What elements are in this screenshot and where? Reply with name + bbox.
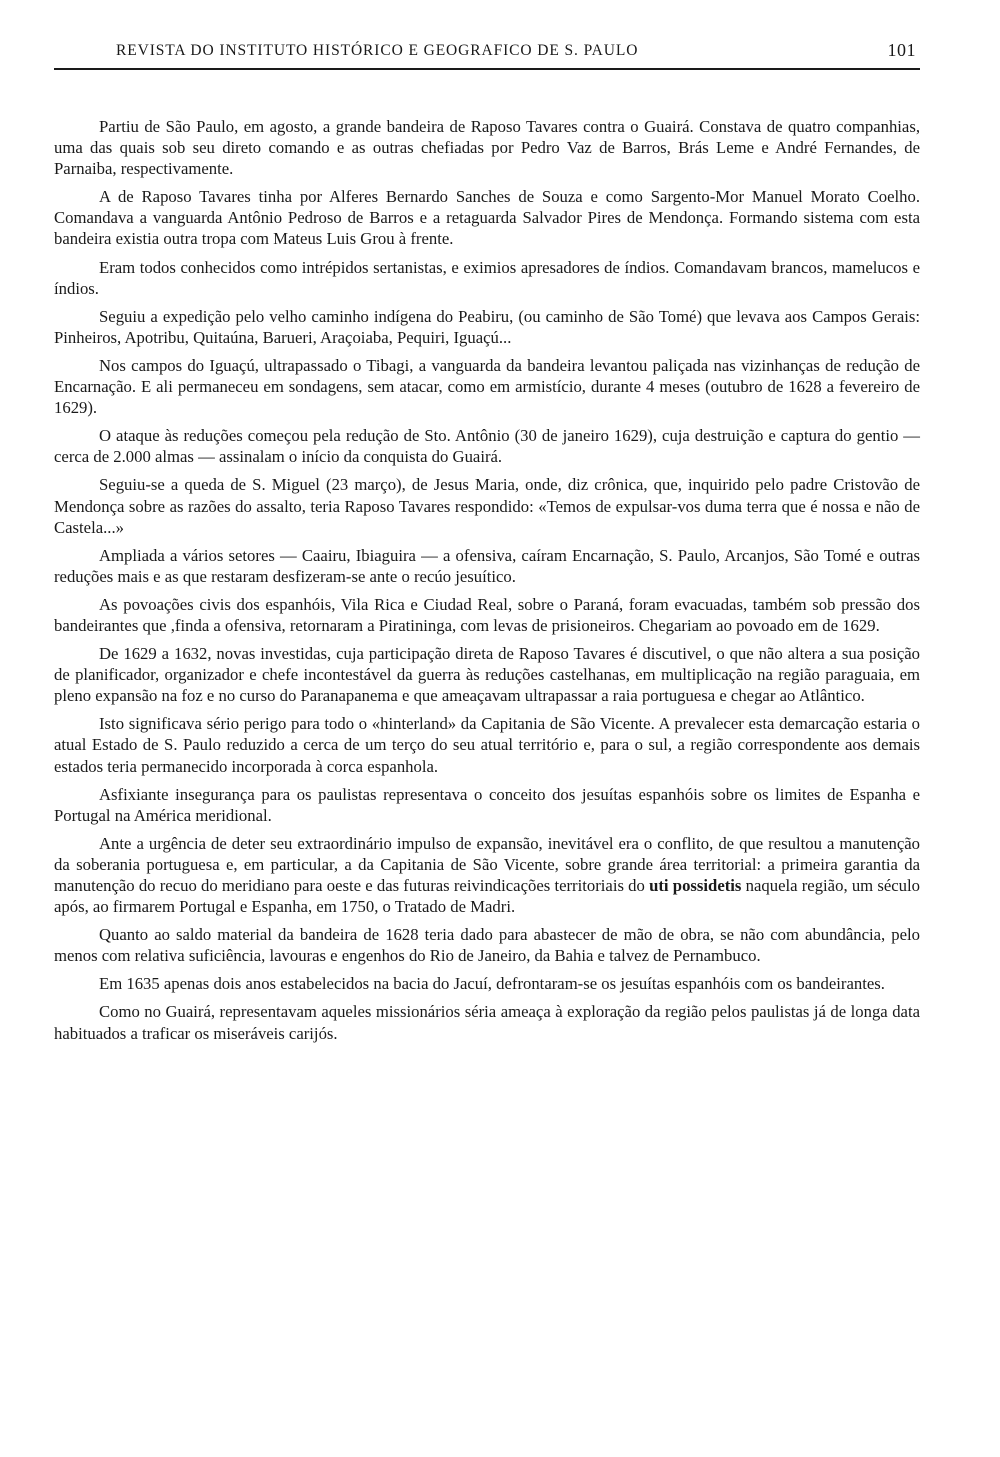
paragraph: A de Raposo Tavares tinha por Alferes Bernardo Sanches de Souza e como Sargento-Mor Manuel Morato Coelho. Comandava a vanguarda Antônio Pedroso de Barros e a retaguarda Salvador Pires de Mendonça. Formando sistema com esta bandeira existia outra tropa com Mateus Luis Grou à frente.	[54, 187, 920, 249]
body-text	[54, 116, 920, 1044]
paragraph: Asfixiante insegurança para os paulistas representava o conceito dos jesuítas espanhóis sobre os limites de Espanha e Portugal na América meridional.	[54, 784, 920, 825]
running-header	[54, 38, 920, 70]
paragraph: Seguiu-se a queda de S. Miguel (23 março), de Jesus Maria, onde, diz crônica, que, inquirido pelo padre Cristovão de Mendonça sobre as razões do assalto, teria Raposo Tavares respondido: «Temos de expulsar-vos duma terra que é nossa e não de Castela...»	[54, 475, 920, 537]
paragraph: Em 1635 apenas dois anos estabelecidos na bacia do Jacuí, defrontaram-se os jesuítas espanhóis com os bandeirantes.	[99, 974, 885, 994]
paragraph: Ampliada a vários setores — Caairu, Ibiaguira — a ofensiva, caíram Encarnação, S. Paulo, Arcanjos, São Tomé e outras reduções mais e as que restaram desfizeram-se ante o recúo jesuítico.	[54, 545, 920, 586]
document-page	[54, 38, 920, 1051]
page-number: 101	[887, 40, 916, 60]
paragraph-text: naquela região, um século após, ao firmarem Portugal e Espanha, em 1750, o Tratado de Madri.	[54, 876, 920, 917]
journal-title: REVISTA DO INSTITUTO HISTÓRICO E GEOGRAFICO DE S. PAULO	[116, 42, 639, 59]
paragraph: Isto significava sério perigo para todo o «hinterland» da Capitania de São Vicente. A prevalecer esta demarcação estaria o atual Estado de S. Paulo reduzido a cerca de um terço do seu atual território e, para o sul, a região correspondente aos demais estados teria permanecido incorporada à corca espanhola.	[54, 714, 920, 776]
paragraph	[54, 833, 920, 917]
paragraph: Quanto ao saldo material da bandeira de 1628 teria dado para abastecer de mão de obra, se não com abundância, pelo menos com relativa suficiência, lavouras e engenhos do Rio de Janeiro, da Bahia e talvez de Pernambuco.	[54, 925, 920, 966]
paragraph: De 1629 a 1632, novas investidas, cuja participação direta de Raposo Tavares é discutivel, o que não altera a sua posição de planificador, organizador e chefe incontestável da guerra às reduções castelhanas, em multiplicação na região paraguaia, em pleno expansão na foz e no curso do Paranapanema e que ameaçavam ultrapassar a raia portuguesa e chegar ao Atlântico.	[54, 644, 920, 706]
paragraph: Nos campos do Iguaçú, ultrapassado o Tibagi, a vanguarda da bandeira levantou paliçada nas vizinhanças de redução de Encarnação. E ali permaneceu em sondagens, sem atacar, como em armistício, durante 4 meses (outubro de 1628 a fevereiro de 1629).	[54, 355, 920, 418]
paragraph-text: Ante a urgência de deter seu extraordinário impulso de expansão, inevitável era o conflito, de que resultou a manutenção da soberania portuguesa e, em particular, a da Capitania de São Vicente, sobre grande área territorial: a primeira garantia da manutenção do recuo do meridiano para oeste e das futuras reivindicações territoriais do	[54, 833, 920, 895]
paragraph: Seguiu a expedição pelo velho caminho indígena do Peabiru, (ou caminho de São Tomé) que levava aos Campos Gerais: Pinheiros, Apotribu, Quitaúna, Barueri, Araçoiaba, Pequiri, Iguaçú...	[54, 306, 920, 347]
paragraph: Eram todos conhecidos como intrépidos sertanistas, e eximios apresadores de índios. Comandavam brancos, mamelucos e índios.	[54, 257, 920, 298]
paragraph: Como no Guairá, representavam aqueles missionários séria ameaça à exploração da região pelos paulistas já de longa data habituados a traficar os miseráveis carijós.	[54, 1002, 920, 1043]
paragraph: O ataque às reduções começou pela redução de Sto. Antônio (30 de janeiro 1629), cuja destruição e captura do gentio — cerca de 2.000 almas — assinalam o início da conquista do Guairá.	[54, 426, 920, 467]
latin-term: uti possidetis	[649, 876, 742, 895]
paragraph: Partiu de São Paulo, em agosto, a grande bandeira de Raposo Tavares contra o Guairá. Constava de quatro companhias, uma das quais sob seu direto comando e as outras chefiadas por Pedro Vaz de Barros, Brás Leme e André Fernandes, de Parnaiba, respectivamente.	[54, 117, 920, 179]
paragraph: As povoações civis dos espanhóis, Vila Rica e Ciudad Real, sobre o Paraná, foram evacuadas, também sob pressão dos bandeirantes que ,finda a ofensiva, retornaram a Piratininga, com levas de prisioneiros. Chegariam ao povoado em de 1629.	[54, 594, 920, 635]
